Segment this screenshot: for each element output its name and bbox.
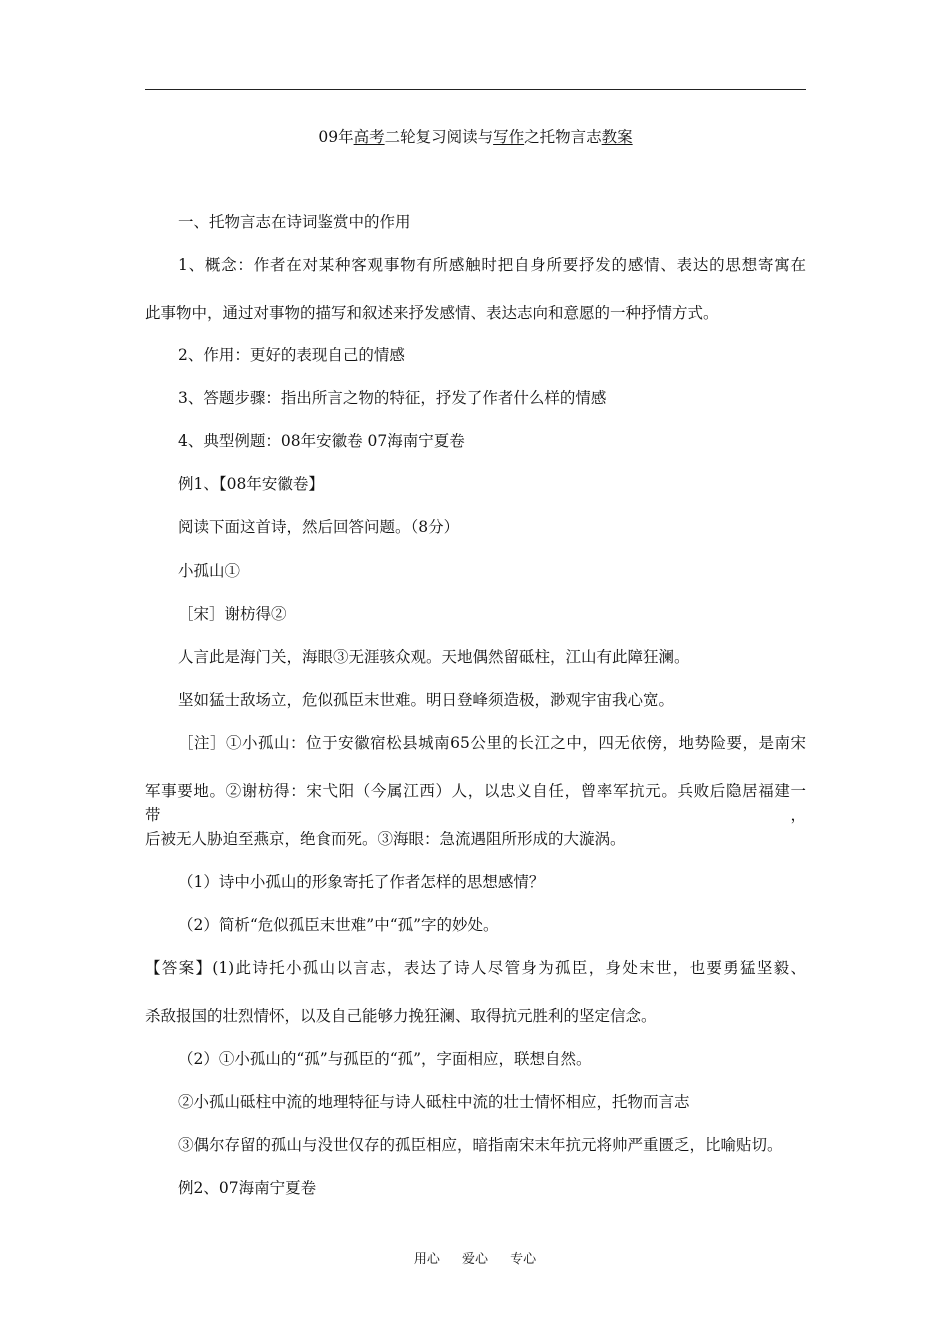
answer-2-line-1: （2）①小孤山的“孤”与孤臣的“孤”，字面相应，联想自然。	[178, 1050, 592, 1068]
footer-word-2: 爱心	[461, 1252, 488, 1267]
title-middle: 二轮复习阅读与	[384, 128, 494, 146]
answer-line-1: 【答案】(1)此诗托小孤山以言志，表达了诗人尽管身为孤臣，身处末世，也要勇猛坚毅、	[145, 959, 806, 977]
example1-heading: 例1、【08年安徽卷】	[178, 475, 324, 493]
concept-line-1: 1、概念：作者在对某种客观事物有所感触时把自身所要抒发的感情、表达的思想寄寓在	[178, 256, 806, 274]
question-2: （2）简析“危似孤臣末世难”中“孤”字的妙处。	[178, 916, 499, 934]
title-link-gaokao[interactable]: 高考	[353, 128, 385, 146]
title-link-xiezuo[interactable]: 写作	[493, 128, 525, 146]
examples-line: 4、典型例题：08年安徽卷 07海南宁夏卷	[178, 432, 465, 450]
header-rule	[145, 89, 806, 90]
instruction-line: 阅读下面这首诗，然后回答问题。（8分）	[178, 518, 460, 536]
steps-line: 3、答题步骤：指出所言之物的特征，抒发了作者什么样的情感	[178, 389, 607, 407]
note-line-2: 军事要地。②谢枋得：宋弋阳（今属江西）人，以忠义自任，曾率军抗元。兵败后隐居福建一带，	[145, 782, 806, 824]
note-line-3: 后被无人胁迫至燕京，绝食而死。③海眼：急流遇阻所形成的大漩涡。	[145, 830, 626, 848]
footer-word-1: 用心	[413, 1252, 440, 1267]
concept-line-2: 此事物中，通过对事物的描写和叙述来抒发感情、表达志向和意愿的一种抒情方式。	[145, 304, 719, 322]
poem-line-2: 坚如猛士敌场立，危似孤臣末世难。明日登峰须造极，渺观宇宙我心宽。	[178, 691, 675, 709]
poem-line-1: 人言此是海门关，海眼③无涯骇众观。天地偶然留砥柱，江山有此障狂澜。	[178, 648, 690, 666]
answer-2-line-3: ③偶尔存留的孤山与没世仅存的孤臣相应，暗指南宋末年抗元将帅严重匮乏，比喻贴切。	[178, 1136, 783, 1154]
poem-author: ［宋］谢枋得②	[178, 605, 287, 623]
title-middle2: 之托物言志	[524, 128, 602, 146]
example2-heading: 例2、07海南宁夏卷	[178, 1179, 317, 1197]
function-line: 2、作用：更好的表现自己的情感	[178, 346, 405, 364]
title-link-jiaoan[interactable]: 教案	[601, 128, 633, 146]
footer-word-3: 专心	[510, 1252, 537, 1267]
document-title	[145, 125, 806, 149]
title-prefix: 09年	[318, 128, 354, 146]
page-footer	[0, 1250, 950, 1270]
question-1: （1）诗中小孤山的形象寄托了作者怎样的思想感情？	[178, 873, 545, 891]
note-line-1: ［注］①小孤山：位于安徽宿松县城南65公里的长江之中，四无依傍，地势险要，是南宋	[178, 734, 806, 752]
answer-2-line-2: ②小孤山砥柱中流的地理特征与诗人砥柱中流的壮士情怀相应，托物而言志	[178, 1093, 690, 1111]
section-heading: 一、托物言志在诗词鉴赏中的作用	[178, 213, 411, 231]
poem-title: 小孤山①	[178, 562, 241, 580]
answer-line-2: 杀敌报国的壮烈情怀，以及自己能够力挽狂澜、取得抗元胜利的坚定信念。	[145, 1007, 657, 1025]
